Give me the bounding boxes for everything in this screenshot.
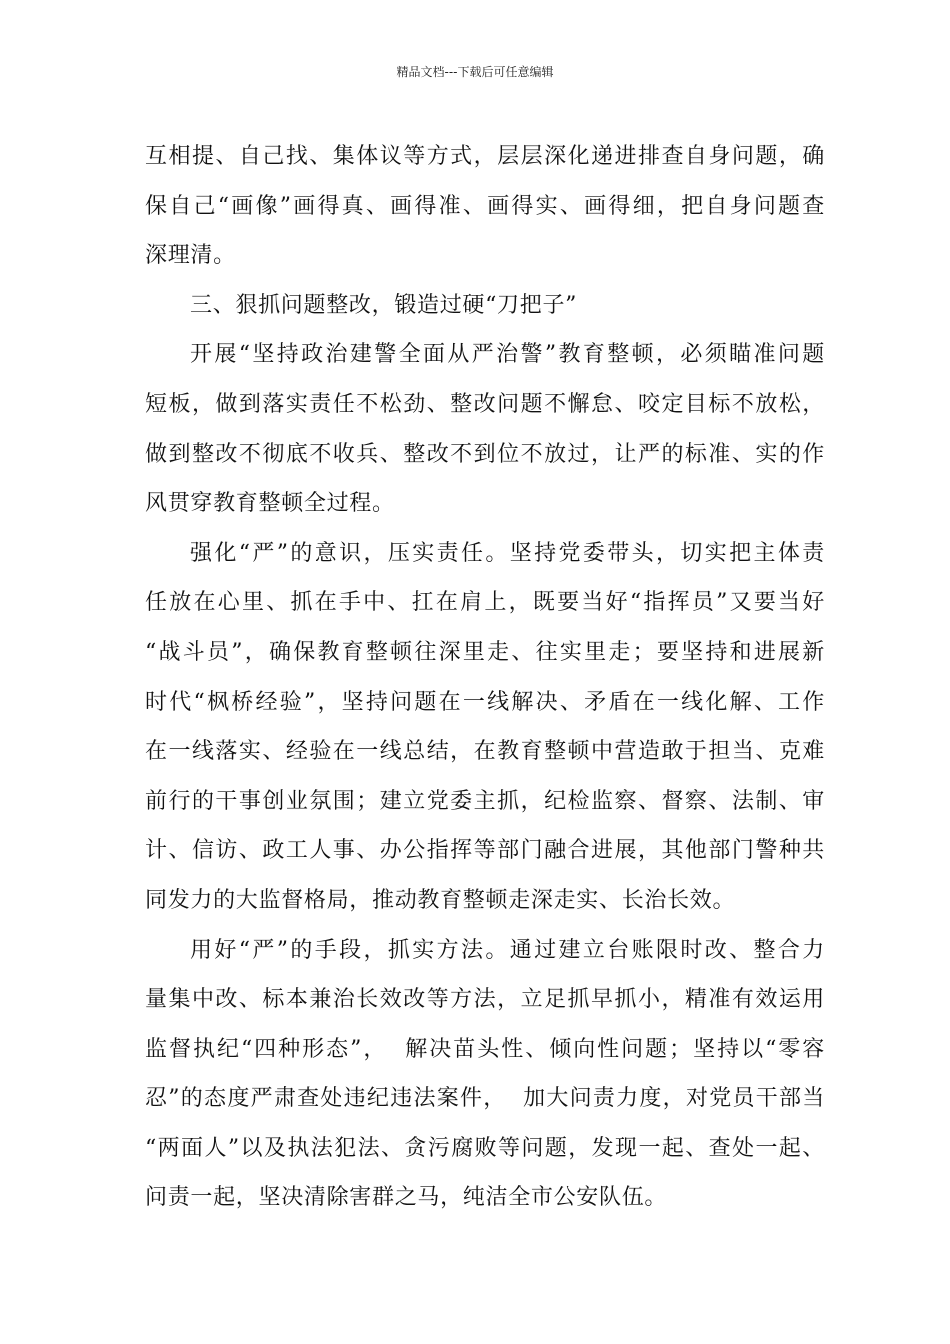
text-line: 问责一起，坚决清除害群之马，纯洁全市公安队伍。 — [145, 1185, 668, 1211]
text-line: 保自己“画像”画得真、画得准、画得实、画得细，把自身问题查 — [145, 193, 825, 219]
text-line: 风贯穿教育整顿全过程。 — [145, 491, 395, 517]
text-line: 做到整改不彻底不收兵、整改不到位不放过，让严的标准、实的作 — [145, 441, 825, 467]
document-body — [145, 132, 825, 1223]
text-line: “两面人”以及执法犯法、贪污腐败等问题，发现一起、查处一起、 — [145, 1135, 825, 1161]
text-line: 深理清。 — [145, 243, 236, 269]
text-line: 前行的干事创业氛围；建立党委主抓，纪检监察、督察、法制、审 — [145, 788, 825, 814]
text-line: 用好“严”的手段，抓实方法。通过建立台账限时改、整合力 — [190, 937, 825, 963]
text-line: 时代“枫桥经验”，坚持问题在一线解决、矛盾在一线化解、工作 — [145, 689, 825, 715]
text-line: 三、狠抓问题整改，锻造过硬“刀把子” — [190, 292, 578, 318]
text-line: 量集中改、标本兼治长效改等方法，立足抓早抓小，精准有效运用 — [145, 987, 825, 1013]
text-line: 计、信访、政工人事、办公指挥等部门融合进展，其他部门警种共 — [145, 838, 825, 864]
text-line: “战斗员”，确保教育整顿往深里走、往实里走；要坚持和进展新 — [145, 639, 825, 665]
text-line: 强化“严”的意识，压实责任。坚持党委带头，切实把主体责 — [190, 540, 825, 566]
text-line: 开展“坚持政治建警全面从严治警”教育整顿，必须瞄准问题 — [190, 342, 825, 368]
page-header: 精品文档---下载后可任意编辑 — [396, 65, 554, 79]
text-line: 同发力的大监督格局，推动教育整顿走深走实、长治长效。 — [145, 887, 736, 913]
text-line: 短板，做到落实责任不松劲、整改问题不懈怠、咬定目标不放松， — [145, 391, 825, 417]
text-line: 任放在心里、抓在手中、扛在肩上，既要当好“指挥员”又要当好 — [145, 590, 825, 616]
text-line: 在一线落实、经验在一线总结，在教育整顿中营造敢于担当、克难 — [145, 739, 825, 765]
text-line: 忍”的态度严肃查处违纪违法案件， 加大问责力度，对党员干部当 — [145, 1086, 825, 1112]
text-line: 互相提、自己找、集体议等方式，层层深化递进排查自身问题，确 — [145, 144, 825, 169]
text-line: 监督执纪“四种形态”， 解决苗头性、倾向性问题；坚持以“零容 — [145, 1036, 825, 1062]
